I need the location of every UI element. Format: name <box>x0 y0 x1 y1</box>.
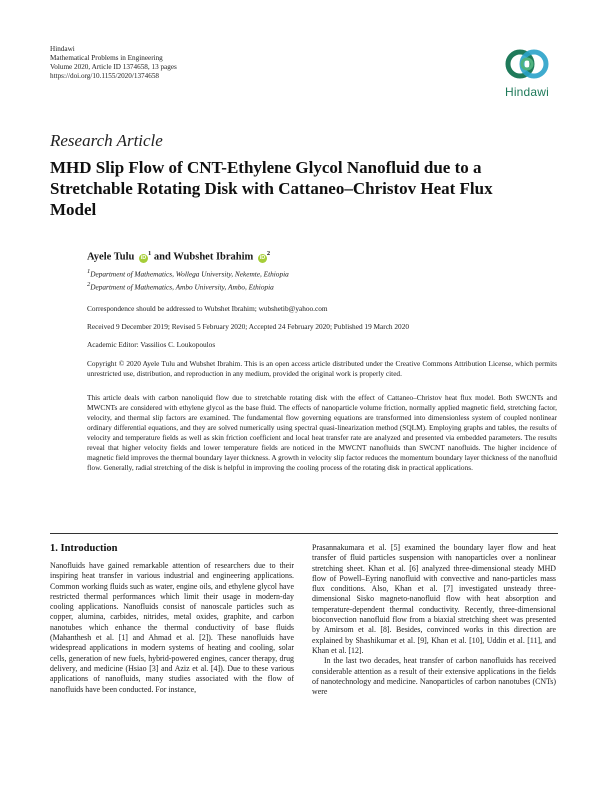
article-type: Research Article <box>50 131 163 150</box>
affiliation <box>87 267 557 279</box>
body-column-right <box>312 543 556 697</box>
paragraph: Prasannakumara et al. [5] examined the boundary layer flow and heat transfer of fluid particles suspension with nanoparticles over a nonlinear stretching sheet. Khan et al. [6] analyzed three-dimensional steady MHD flow of Powell–Eyring nanofluid with convective and nano-particles mass flux conditions. Also, Khan et al. [7] investigated unsteady three-dimensional Sisko magneto-nanofluid flow with heat absorption and temperature-dependent thermal conductivity. Recently, three-dimensional bioconvection nanofluid flow from a biaxial stretching sheet was presented by Amirsom et al. [8]. Besides, convinced works in this direction are explained by Shashikumar et al. [9], Khan et al. [10], Uddin et al. [11], and Khan et al. [12]. <box>312 543 556 655</box>
author-name: Wubshet Ibrahim <box>173 251 254 263</box>
paragraph: In the last two decades, heat transfer of carbon nanofluids has received considerable attention as a result of their extensive applications in the fields of nanotechnology and medicine. Nanoparticles of carbon nanotubes (CNTs) were <box>312 656 556 697</box>
author-list <box>87 250 270 263</box>
affiliation-text: Department of Mathematics, Wollega University, Nekemte, Ethiopia <box>90 269 289 279</box>
section-divider <box>50 533 558 534</box>
author-conjunction: and <box>153 251 171 263</box>
publisher-logo <box>496 45 558 99</box>
journal-name: Mathematical Problems in Engineering <box>50 54 163 62</box>
affiliation-text: Department of Mathematics, Ambo University, Ambo, Ethiopia <box>90 282 274 292</box>
abstract: This article deals with carbon nanoliquid flow due to stretchable rotating disk with the effect of Cattaneo–Christov heat flux model. Both SWCNTs and MWCNTs are considered with ethylene glycol as the base fluid. The effects of nanoparticle volume friction, normally applied magnetic field, stretching factor, velocity, and thermal slip factors are examined. The fundamental flow governing equations are transformed into dimensionless system of coupled nonlinear ordinary differential equations, and they are solved numerically using spectral quasi-linearization method (SQLM). Employing graphs and tables, the results of velocity and temperature fields as well as skin friction coefficient and local heat transfer rate are analyzed and presented via embedded parameters. The results reveal that higher velocity fields and lower temperature fields are noticed in the MWCNT nanofluids than SWCNT nanofluids. The higher incidence of magnetic field improves the thermal boundary layer thickness. A growth in velocity slip factor reduces the momentum boundary layer thickness of the nanofluid flow. Generally, radial stretching of the disk is helpful in improving the cooling process of the rotating disk in practical applications. <box>87 393 557 472</box>
author-name: Ayele Tulu <box>87 251 135 263</box>
orcid-icon[interactable]: iD <box>140 254 147 261</box>
hindawi-logo-icon <box>503 45 551 83</box>
section-heading: 1. Introduction <box>50 543 118 554</box>
paragraph: Nanofluids have gained remarkable attention of researchers due to their inspiring heat transfer in various industrial and engineering applications. Common working fluids such as water, engine oils, and ethylene glycol have restricted thermal performances which limit their usage in modern-day cooling applications. Nanofluids consist of nanoscale particles such as copper, alumina, carbides, nitrides, metal oxides, graphite, and carbon nanotubes which enhance the thermal conductivity of base fluids (Mahanthesh et al. [1] and Ahmad et al. [2]). These nanofluids have widespread applications in modern systems of heating and cooling, solar cells, generation of new fuels, hybrid-powered engines, cancer therapy, drug delivery, and medicine (Hsiao [3] and Aziz et al. [4]). Due to these various applications of nanofluids, many studies associated with the flow of nanofluids have been conducted. For instance, <box>50 561 294 694</box>
journal-meta <box>50 45 177 81</box>
doi-link[interactable]: https://doi.org/10.1155/2020/1374658 <box>50 72 160 80</box>
affiliation-number: 2 <box>87 281 91 288</box>
affiliation <box>87 280 557 292</box>
volume-info: Volume 2020, Article ID 1374658, 13 pages <box>50 63 177 71</box>
article-title: MHD Slip Flow of CNT-Ethylene Glycol Nanofluid due to a Stretchable Rotating Disk with Cattaneo–Christov Heat Flux Model <box>50 158 493 219</box>
publication-dates: Received 9 December 2019; Revised 5 February 2020; Accepted 24 February 2020; Published 19 March 2020 <box>87 322 409 331</box>
affiliation-marker: 2 <box>266 250 271 257</box>
logo-text: Hindawi <box>504 85 550 99</box>
orcid-icon[interactable]: iD <box>259 254 266 261</box>
body-column-left <box>50 561 294 695</box>
publisher-name: Hindawi <box>50 45 75 53</box>
copyright-notice: Copyright © 2020 Ayele Tulu and Wubshet Ibrahim. This is an open access article distributed under the Creative Commons Attribution License, which permits unrestricted use, distribution, and reproduction in any medium, provided the original work is properly cited. <box>87 359 557 378</box>
affiliation-marker: 1 <box>148 250 152 257</box>
academic-editor: Academic Editor: Vassilios C. Loukopoulos <box>87 340 216 349</box>
correspondence: Correspondence should be addressed to Wubshet Ibrahim; wubshetib@yahoo.com <box>87 304 328 313</box>
affiliation-number: 1 <box>87 268 91 275</box>
